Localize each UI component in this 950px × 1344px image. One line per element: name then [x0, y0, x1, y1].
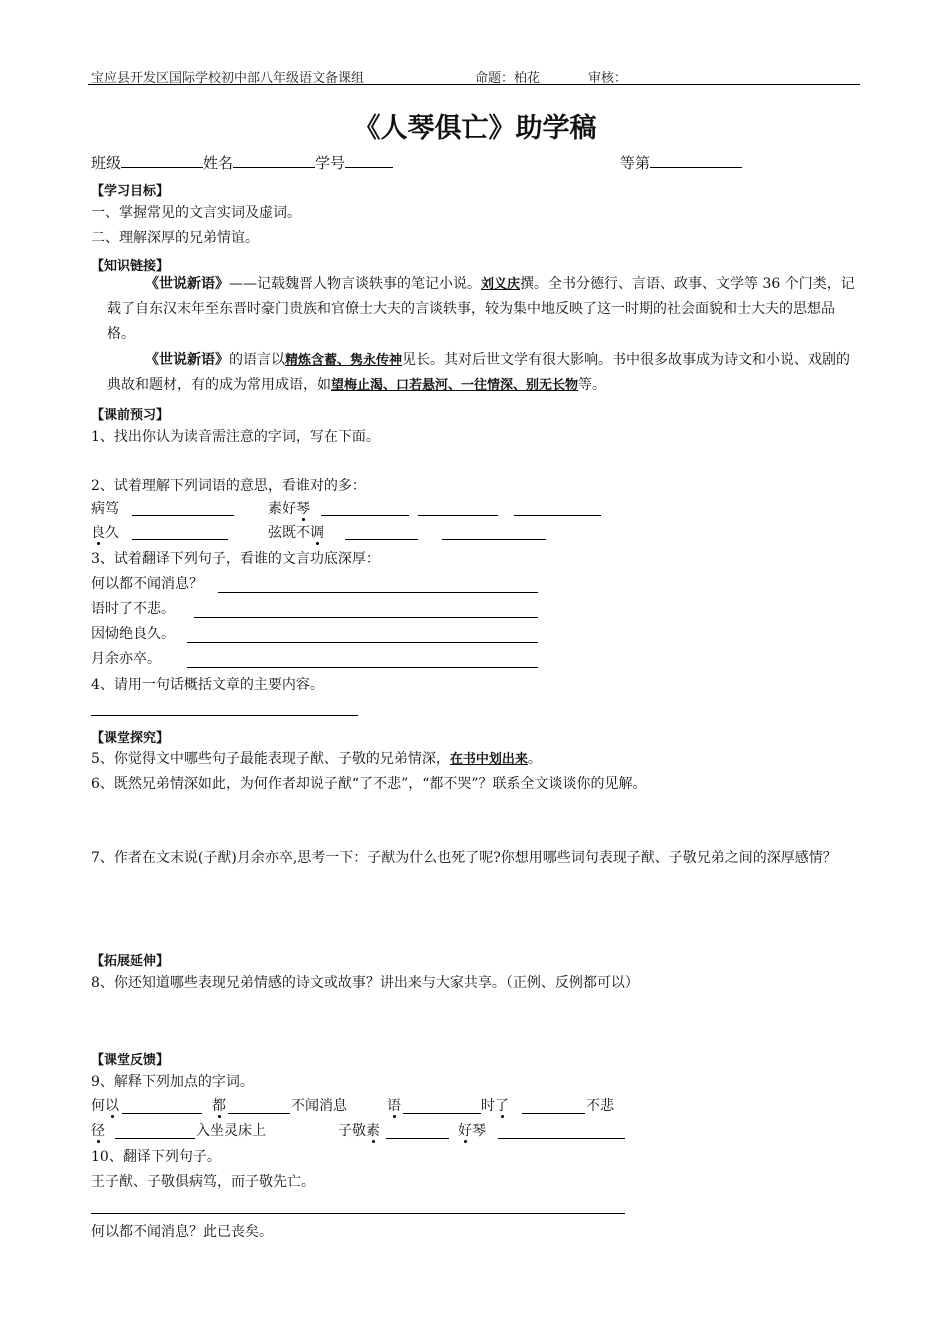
- word-heyi: 何以: [91, 1098, 119, 1114]
- word-liangjiu: 良久: [91, 525, 119, 541]
- answer-line-zijingsu[interactable]: [386, 1138, 449, 1139]
- feedback-sentence-2: 何以都不闻消息？此已丧矣。: [91, 1224, 273, 1240]
- mark-in-book: 在书中划出来: [449, 752, 528, 767]
- idiom-examples: 望梅止渴、口若悬河、一往情深、别无长物: [331, 378, 579, 393]
- header-rule: [88, 84, 860, 85]
- question-9: 9、解释下列加点的字词。: [91, 1074, 254, 1090]
- word-buwen: 不闻消息: [291, 1098, 347, 1114]
- section-extend: 【拓展延伸】: [91, 954, 170, 969]
- sentence-4: 月余亦卒。: [91, 651, 161, 667]
- info-line: [91, 152, 393, 173]
- knowledge-paragraph-1: 《世说新语》——记载魏晋人物言谈轶事的笔记小说。刘义庆撰。全书分德行、言语、政事、文学等 36 个门类，记载了自东汉末年至东晋时豪门贵族和官僚士大夫的言谈轶事，较为集中地反映了这一时期的社会面貌和士大夫的思想品格。: [107, 276, 855, 342]
- section-preview: 【课前预习】: [91, 408, 170, 423]
- question-4: 4、请用一句话概括文章的主要内容。: [91, 677, 324, 693]
- question-8: 8、你还知道哪些表现兄弟情感的诗文或故事？讲出来与大家共享。（正例、反例都可以）: [91, 975, 639, 991]
- answer-line-dou[interactable]: [228, 1113, 290, 1114]
- answer-line-heyi[interactable]: [122, 1113, 202, 1114]
- word-row-1: [91, 501, 119, 517]
- section-links: 【知识链接】: [91, 259, 170, 274]
- question-3: 3、试着翻译下列句子，看谁的文言功底深厚：: [91, 551, 380, 567]
- answer-line-q4[interactable]: [91, 715, 358, 716]
- knowledge-paragraph-2: 《世说新语》的语言以精炼含蓄、隽永传神见长。其对后世文学有很大影响。书中很多故事成为诗文和小说、戏剧的典故和题材，有的成为常用成语，如望梅止渴、口若悬河、一往情深、别无长物等。: [107, 352, 851, 393]
- header-review: 审核：: [588, 71, 628, 86]
- name-label: 姓名: [203, 154, 234, 172]
- word-bubei: 不悲: [586, 1098, 614, 1114]
- word-xianjibutiao: 弦既不调: [268, 525, 324, 541]
- language-feature: 精炼含蓄、隽永传神: [285, 353, 403, 368]
- sentence-3: 因恸绝良久。: [91, 626, 175, 642]
- grade-label: 等第: [620, 154, 651, 172]
- page-title: 《人琴俱亡》助学稿: [353, 113, 597, 144]
- word-yu: 语: [387, 1098, 401, 1114]
- section-explore: 【课堂探究】: [91, 731, 170, 746]
- id-field[interactable]: [345, 153, 393, 168]
- sentence-2: 语时了不悲。: [91, 601, 175, 617]
- word-suhaoqin: 素好琴: [268, 501, 310, 517]
- book-name: 《世说新语》: [145, 352, 229, 368]
- word-bingdu: 病笃: [91, 501, 119, 517]
- header-school: 宝应县开发区国际学校初中部八年级语文备课组: [91, 71, 365, 86]
- grade-line: [620, 152, 742, 173]
- word-zijingsu: 子敬素: [338, 1123, 380, 1139]
- header-author: 命题：柏花: [475, 71, 541, 86]
- question-1: 1、找出你认为读音需注意的字词，写在下面。: [91, 429, 380, 445]
- answer-line-shile[interactable]: [522, 1113, 585, 1114]
- feedback-sentence-1: 王子猷、子敬俱病笃，而子敬先亡。: [91, 1174, 315, 1190]
- goal-1: 一、掌握常见的文言实词及虚词。: [91, 205, 301, 221]
- answer-line-yu[interactable]: [403, 1113, 481, 1114]
- section-goals: 【学习目标】: [91, 184, 170, 199]
- question-2: 2、试着理解下列词语的意思，看谁对的多：: [91, 478, 366, 494]
- word-shile: 时了: [481, 1098, 509, 1114]
- grade-field[interactable]: [650, 153, 742, 168]
- word-haoqin: 好琴: [458, 1123, 486, 1139]
- word-jing: 径: [91, 1123, 105, 1139]
- question-6: 6、既然兄弟情深如此，为何作者却说子猷“了不悲”，“都不哭”？联系全文谈谈你的见解。: [91, 776, 647, 792]
- question-10: 10、翻译下列句子。: [91, 1149, 221, 1165]
- question-5: 5、你觉得文中哪些句子最能表现子猷、子敬的兄弟情深，在书中划出来。: [91, 751, 542, 767]
- goal-2: 二、理解深厚的兄弟情谊。: [91, 230, 259, 246]
- answer-line-s4[interactable]: [187, 667, 538, 668]
- answer-line-jing[interactable]: [115, 1138, 195, 1139]
- answer-line-f1[interactable]: [91, 1213, 625, 1214]
- sentence-1: 何以都不闻消息？: [91, 576, 203, 592]
- class-field[interactable]: [121, 153, 203, 168]
- word-ruzuo: 入坐灵床上: [196, 1123, 266, 1139]
- word-dou: 都: [212, 1098, 226, 1114]
- answer-line-s3[interactable]: [187, 642, 538, 643]
- answer-line-s2[interactable]: [194, 617, 538, 618]
- book-name: 《世说新语》: [145, 276, 229, 292]
- question-7: 7、作者在文末说(子猷)月余亦卒,思考一下：子猷为什么也死了呢?你想用哪些词句表现子猷、子敬兄弟之间的深厚感情？: [91, 850, 837, 866]
- author-name: 刘义庆: [481, 277, 521, 292]
- answer-line-haoqin[interactable]: [498, 1138, 625, 1139]
- name-field[interactable]: [233, 153, 315, 168]
- class-label: 班级: [91, 154, 122, 172]
- id-label: 学号: [315, 154, 346, 172]
- answer-line-s1[interactable]: [218, 592, 538, 593]
- section-feedback: 【课堂反馈】: [91, 1053, 170, 1068]
